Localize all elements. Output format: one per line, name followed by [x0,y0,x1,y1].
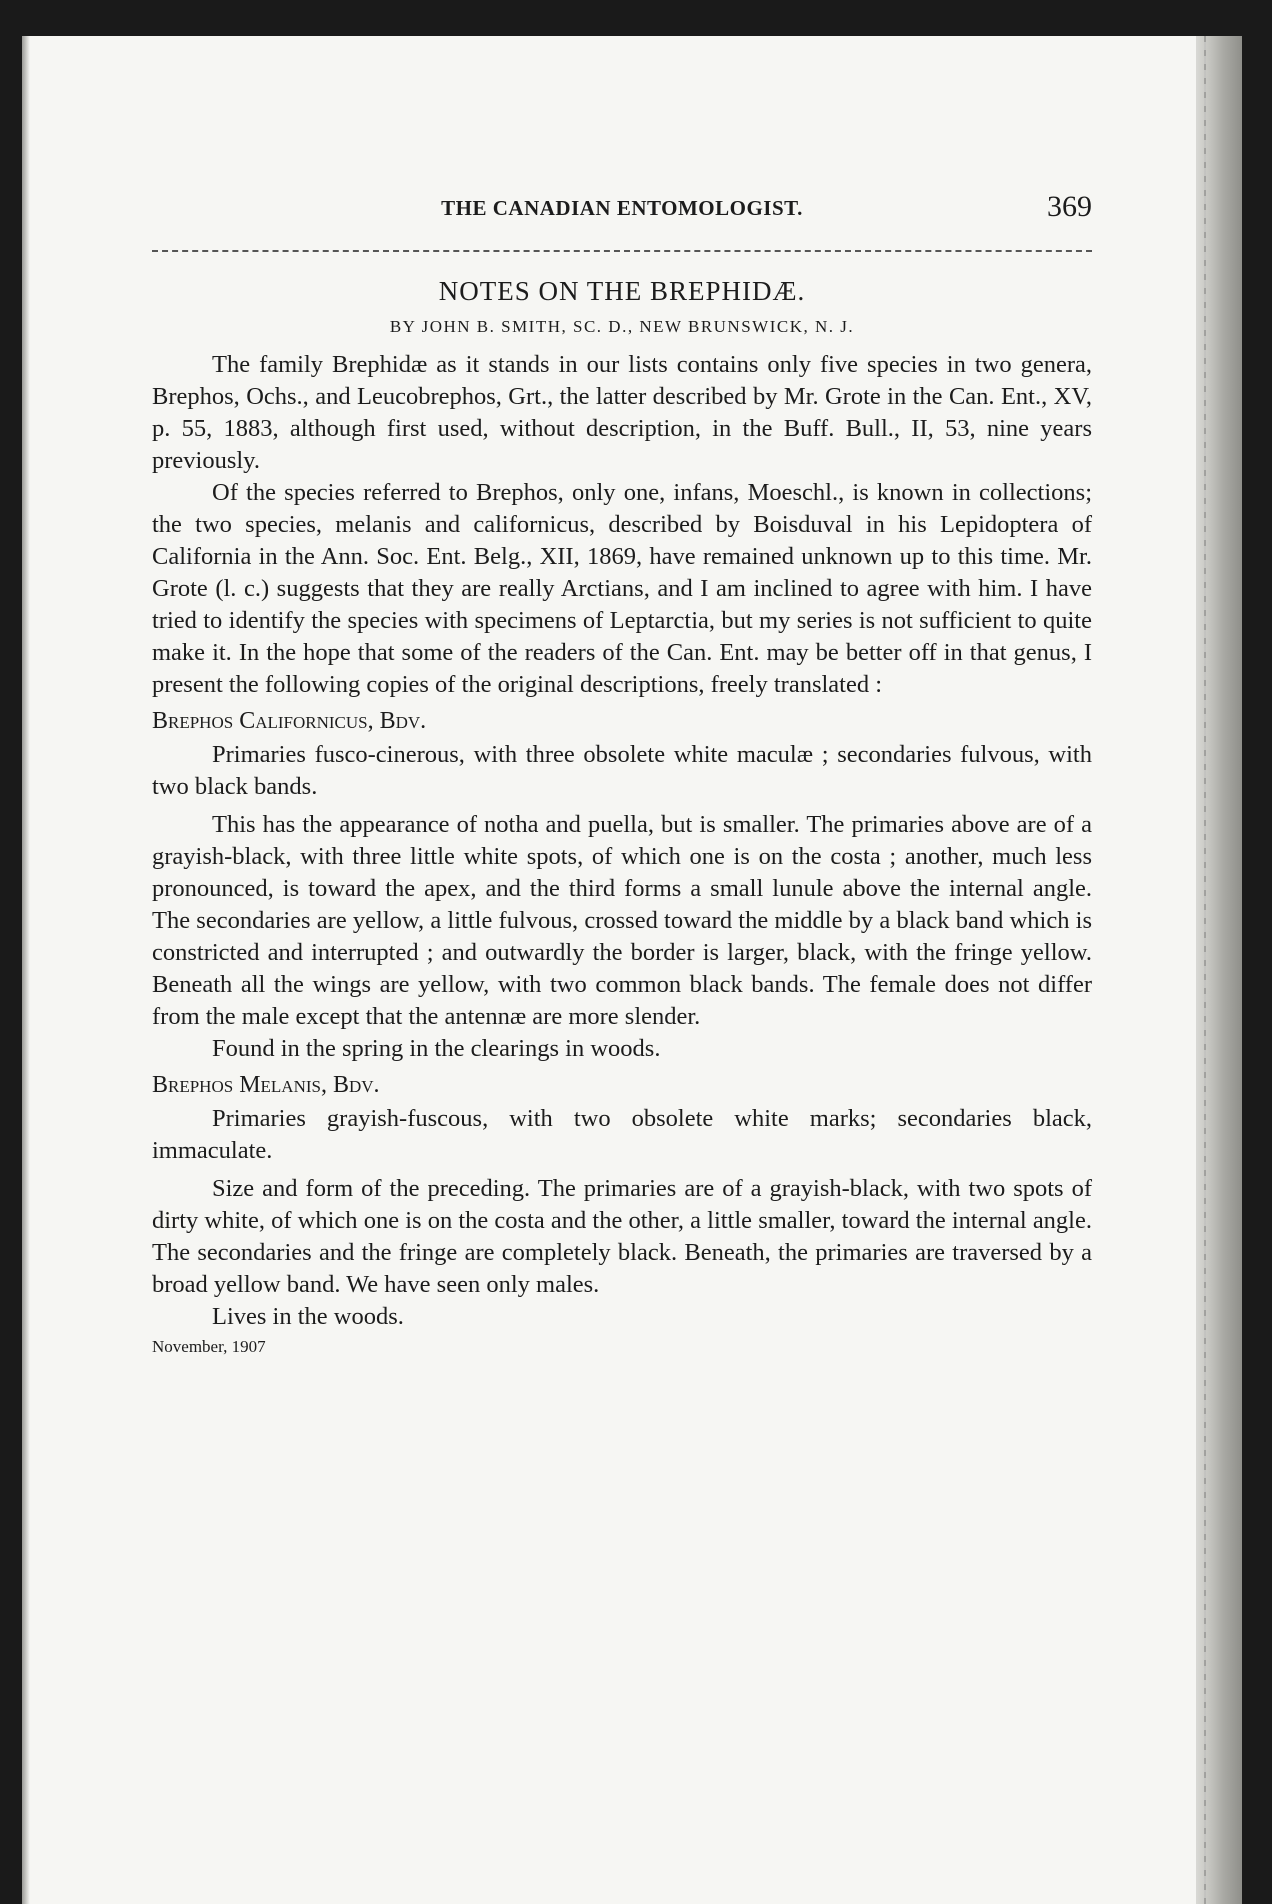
melanis-diagnosis: Primaries grayish-fuscous, with two obsolete white marks; secondaries black, immaculate. [152,1105,1092,1164]
article-byline: BY JOHN B. SMITH, SC. D., NEW BRUNSWICK, N. J. [389,317,855,336]
paragraph-species-referred: Of the species referred to Brephos, only one, infans, Moeschl., is known in collections; the two species, melanis and californicus, described by Boisduval in his Lepidoptera of California in the Ann. Soc. Ent. Belg., XII, 1869, have remained unknown up to this time. Mr. Grote (l. c.) suggests that they are really Arctians, and I am inclined to agree with him. I have tried to identify the species with specimens of Leptarctia, but my series is not sufficient to quite make it. In the hope that some of the readers of the Can. Ent. may be better off in that genus, I present the following copies of the original descriptions, freely translated : [152,479,1092,698]
running-head [152,190,1092,236]
article-title: NOTES ON THE BREPHIDÆ. [438,276,806,306]
melanis-habitat: Lives in the woods. [212,1303,404,1330]
journal-title: THE CANADIAN ENTOMOLOGIST. [441,196,803,220]
species-heading-californicus: Brephos Californicus, Bdv. [152,708,427,734]
melanis-description: Size and form of the preceding. The primaries are of a grayish-black, with two spots of dirty white, of which one is on the costa and the other, a little smaller, toward the internal angle. The secondaries and the fringe are completely black. Beneath, the primaries are traversed by a broad yellow band. We have seen only males. [152,1175,1092,1298]
species-heading-melanis: Brephos Melanis, Bdv. [152,1072,380,1098]
californicus-habitat: Found in the spring in the clearings in woods. [212,1035,661,1062]
book-spine-edge [1196,36,1242,1904]
text-block [152,190,1092,1357]
page-number: 369 [1047,190,1092,223]
page-left-edge [22,36,30,1904]
journal-page [22,36,1242,1904]
header-rule [152,250,1092,252]
paragraph-intro: The family Brephidæ as it stands in our lists contains only five species in two genera, Brephos, Ochs., and Leucobrephos, Grt., the latter described by Mr. Grote in the Can. Ent., XV, p. 55, 1883, although first used, without description, in the Buff. Bull., II, 53, nine years previously. [152,351,1092,474]
californicus-diagnosis: Primaries fusco-cinerous, with three obsolete white maculæ ; secondaries fulvous, with two black bands. [152,741,1092,800]
californicus-description: This has the appearance of notha and puella, but is smaller. The primaries above are of a grayish-black, with three little white spots, of which one is on the costa ; another, much less pronounced, is toward the apex, and the third forms a small lunule above the internal angle. The secondaries are yellow, a little fulvous, crossed toward the middle by a black band which is constricted and interrupted ; and outwardly the border is larger, black, with the fringe yellow. Beneath all the wings are yellow, with two common black bands. The female does not differ from the male except that the antennæ are more slender. [152,811,1092,1030]
issue-date: November, 1907 [152,1337,266,1356]
